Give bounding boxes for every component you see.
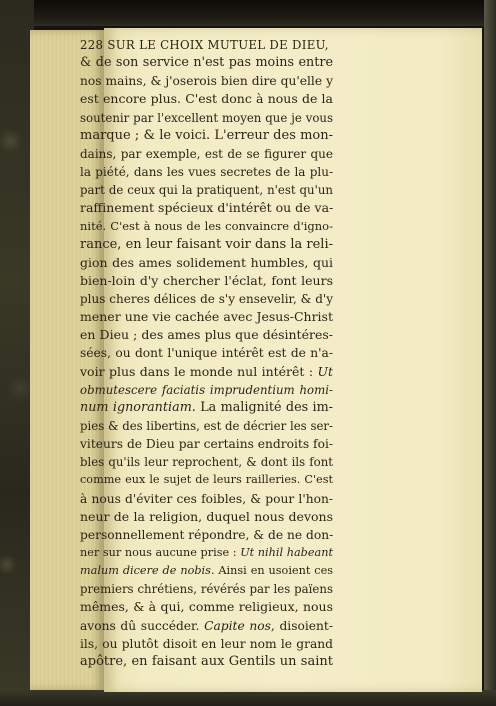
text-line	[80, 272, 333, 290]
text-line	[80, 363, 333, 381]
text-line	[80, 598, 333, 616]
text-segment: , disoient-	[270, 618, 333, 633]
latin-quotation: Ut nihil habeant	[240, 545, 333, 559]
text-segment: dains, par exemple, est de se figurer que	[80, 146, 333, 161]
text-segment: pies & des libertins, est de décrier les ser-	[80, 418, 333, 433]
text-segment: à nous d'éviter ces foibles, & pour l'hon-	[80, 491, 333, 506]
text-line	[80, 236, 333, 254]
text-line	[80, 453, 333, 471]
text-segment: Ainsi en usoient ces	[214, 564, 333, 578]
text-line	[80, 199, 333, 217]
text-line	[80, 254, 333, 272]
text-segment: & de son service n'est pas moins entre	[80, 55, 333, 71]
text-line	[80, 217, 333, 235]
latin-quotation: obmutescere faciatis imprudentium homi-	[80, 382, 333, 397]
text-segment: bien-loin d'y chercher l'éclat, font leurs	[80, 272, 333, 288]
text-segment: avons dû succéder.	[80, 618, 205, 633]
text-line	[80, 72, 333, 90]
text-segment: est encore plus. C'est donc à nous de la	[80, 91, 333, 107]
text-segment: ner sur nous aucune prise :	[80, 545, 241, 559]
text-line	[80, 109, 333, 127]
text-segment: voir plus dans le monde nul intérêt :	[80, 363, 318, 379]
latin-quotation: malum dicere de nobis.	[80, 564, 215, 578]
latin-quotation: num ignorantiam.	[80, 399, 196, 415]
running-header: 228 SUR LE CHOIX MUTUEL DE DIEU,	[80, 38, 329, 52]
text-line	[80, 562, 333, 580]
text-line	[80, 617, 333, 635]
text-segment: sées, ou dont l'unique intérêt est de n'a-	[80, 346, 333, 361]
book-cover-top	[0, 0, 496, 26]
text-segment: nos mains, & j'oserois bien dire qu'elle y	[80, 74, 333, 89]
text-line	[80, 399, 333, 417]
text-segment: personnellement répondre, & de ne don-	[80, 527, 333, 542]
text-line	[80, 344, 333, 362]
text-segment: La malignité des im-	[195, 399, 333, 415]
book-cover-bottom	[0, 690, 496, 706]
text-line	[80, 580, 333, 598]
text-segment: premiers chrétiens, révérés par les païens	[80, 582, 333, 597]
text-segment: neur de la religion, duquel nous devons	[80, 508, 333, 524]
text-segment: ils, ou plutôt disoit en leur nom le grand	[80, 636, 333, 651]
text-line	[80, 435, 333, 453]
text-line	[80, 127, 333, 145]
text-segment: raffinement spécieux d'intérêt ou de va-	[80, 200, 333, 216]
text-line	[80, 544, 333, 562]
latin-quotation: Capite nos	[204, 618, 271, 633]
text-line	[80, 653, 333, 671]
text-segment: gion des ames solidement humbles, qui	[80, 254, 333, 270]
text-line	[80, 508, 333, 526]
text-segment: plus cheres délices de s'y ensevelir, & d'y	[80, 291, 333, 306]
text-segment: marque ; & le voici. L'erreur des mon-	[80, 127, 333, 143]
text-line	[80, 163, 333, 181]
text-line	[80, 381, 333, 399]
text-line	[80, 290, 333, 308]
book-cover-marbled	[0, 0, 34, 706]
text-line	[80, 308, 333, 326]
page-text	[80, 36, 440, 671]
text-segment: nité. C'est à nous de les convaincre d'igno-	[80, 219, 333, 234]
text-segment: soutenir par l'excellent moyen que je vous	[80, 110, 333, 125]
book-cover-right	[484, 0, 496, 706]
text-segment: en Dieu ; des ames plus que désintéres-	[80, 327, 333, 343]
text-segment: la piété, dans les vues secretes de la plu-	[80, 164, 333, 179]
text-segment: apôtre, en faisant aux Gentils un saint	[80, 653, 333, 669]
text-line	[80, 181, 333, 199]
text-segment: rance, en leur faisant voir dans la reli-	[80, 236, 333, 252]
text-segment: part de ceux qui la pratiquent, n'est qu'un	[80, 183, 333, 198]
text-line	[80, 471, 333, 489]
text-segment: bles qu'ils leur reprochent, & dont ils font	[80, 455, 333, 470]
text-segment: mener une vie cachée avec Jesus-Christ	[80, 309, 333, 325]
latin-quotation: Ut	[317, 363, 333, 379]
text-segment: comme eux le sujet de leurs railleries. C'est	[80, 473, 333, 487]
text-line	[80, 54, 333, 72]
text-line	[80, 635, 333, 653]
text-line	[80, 145, 333, 163]
body-lines	[80, 54, 440, 671]
text-segment: mêmes, & à qui, comme religieux, nous	[80, 599, 333, 615]
text-segment: viteurs de Dieu par certains endroits foi-	[80, 437, 333, 452]
text-line	[80, 90, 333, 108]
text-line	[80, 526, 333, 544]
text-line	[80, 490, 333, 508]
text-line	[80, 326, 333, 344]
text-line	[80, 417, 333, 435]
